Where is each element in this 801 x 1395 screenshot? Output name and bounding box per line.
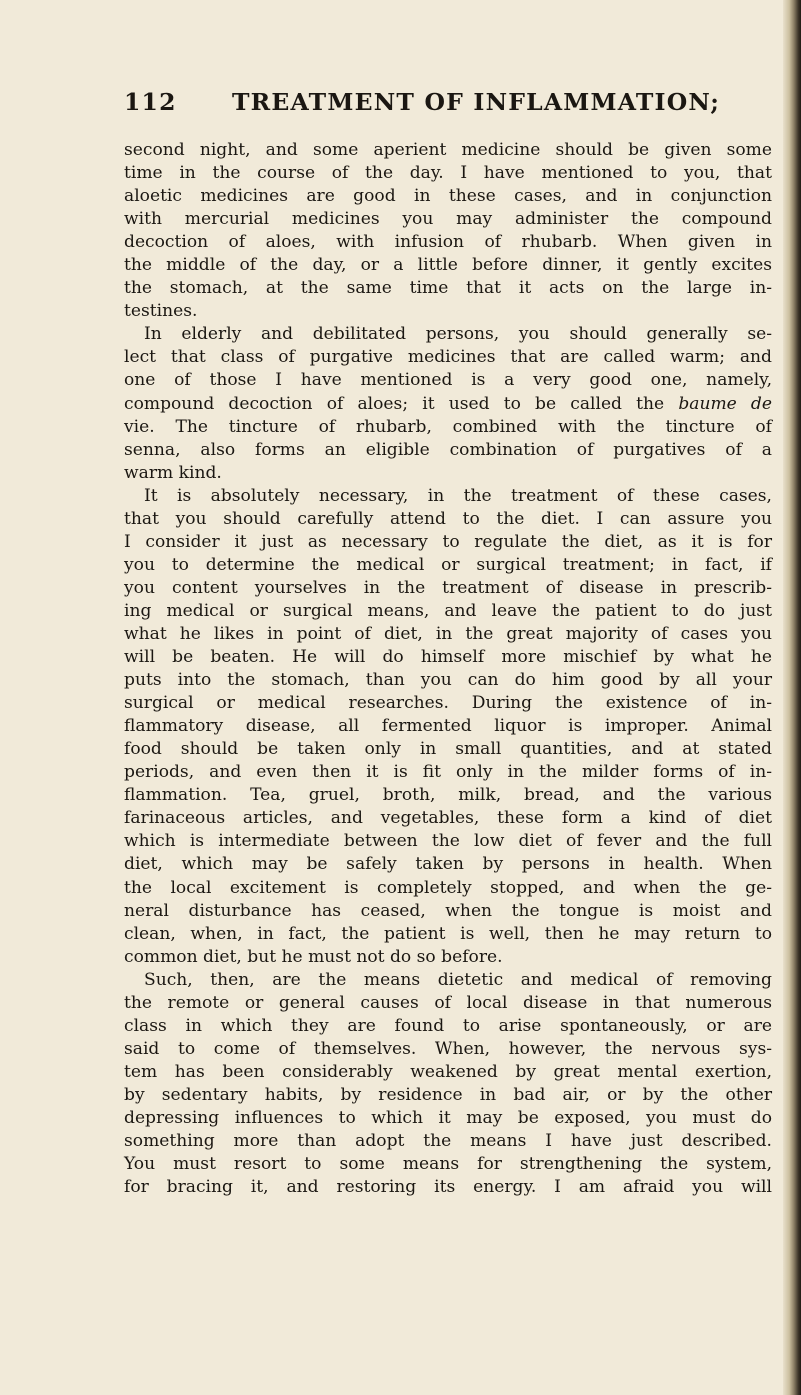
text-line: lect that class of purgative medicines that are called warm; and — [124, 347, 772, 368]
text-line-with-italic — [124, 393, 772, 416]
running-header — [124, 88, 764, 124]
text-line: ing medical or surgical means, and leave the patient to do just — [124, 600, 772, 621]
text-line: senna, also forms an eligible combination of purgatives of a — [124, 439, 772, 460]
text-line-start: compound decoction of aloes; it used to be called the — [124, 393, 665, 414]
text-line: Such, then, are the means dietetic and medical of removing — [144, 969, 772, 990]
text-line: flammatory disease, all fermented liquor is improper. Animal — [124, 716, 772, 737]
text-line: the local excitement is completely stopped, and when the ge- — [124, 877, 772, 898]
italic-term: baume de — [678, 393, 772, 414]
text-line: depressing influences to which it may be exposed, you must do — [124, 1107, 772, 1128]
text-line: something more than adopt the means I have just described. — [124, 1131, 772, 1152]
text-line: one of those I have mentioned is a very good one, namely, — [124, 370, 772, 391]
text-line: you content yourselves in the treatment of disease in prescrib- — [124, 577, 772, 598]
text-line: by sedentary habits, by residence in bad air, or by the other — [124, 1084, 772, 1105]
text-line: said to come of themselves. When, however, the nervous sys- — [124, 1038, 772, 1059]
text-line: I consider it just as necessary to regulate the diet, as it is for — [124, 531, 772, 552]
text-line: which is intermediate between the low diet of fever and the full — [124, 831, 772, 852]
text-line: testines. — [124, 301, 198, 322]
text-line: with mercurial medicines you may administer the compound — [124, 209, 772, 230]
text-line: In elderly and debilitated persons, you should generally se- — [144, 324, 772, 345]
text-line: second night, and some aperient medicine should be given some — [124, 140, 772, 160]
text-line: will be beaten. He will do himself more mischief by what he — [124, 647, 772, 668]
text-line: warm kind. — [124, 462, 222, 483]
text-line: tem has been considerably weakened by great mental exertion, — [124, 1061, 772, 1082]
text-line: aloetic medicines are good in these cases, and in conjunction — [124, 186, 772, 207]
text-line: puts into the stomach, than you can do him good by all your — [124, 670, 772, 691]
running-head-title: TREATMENT OF INFLAMMATION; — [232, 88, 721, 116]
text-line: It is absolutely necessary, in the treatment of these cases, — [144, 485, 772, 506]
body-text — [124, 139, 772, 1199]
text-line: diet, which may be safely taken by persons in health. When — [124, 854, 772, 875]
text-line: the remote or general causes of local disease in that numerous — [124, 992, 772, 1013]
text-line: neral disturbance has ceased, when the tongue is moist and — [124, 900, 772, 921]
page-number: 112 — [124, 88, 177, 116]
text-line: farinaceous articles, and vegetables, these form a kind of diet — [124, 808, 772, 829]
text-line: You must resort to some means for strengthening the system, — [124, 1154, 772, 1175]
text-line: surgical or medical researches. During the existence of in- — [124, 693, 772, 714]
text-line: clean, when, in fact, the patient is well, then he may return to — [124, 923, 772, 944]
text-line: the stomach, at the same time that it acts on the large in- — [124, 278, 772, 299]
text-line: periods, and even then it is fit only in the milder forms of in- — [124, 762, 772, 783]
text-line: what he likes in point of diet, in the great majority of cases you — [124, 623, 772, 644]
text-line: the middle of the day, or a little before dinner, it gently excites — [124, 255, 772, 276]
text-line: you to determine the medical or surgical treatment; in fact, if — [124, 554, 772, 575]
text-line: vie. The tincture of rhubarb, combined with the tincture of — [124, 416, 772, 437]
text-line: decoction of aloes, with infusion of rhubarb. When given in — [124, 232, 772, 253]
page-edge-shadow — [783, 0, 801, 1395]
text-line: time in the course of the day. I have mentioned to you, that — [124, 163, 772, 184]
text-line: common diet, but he must not do so before. — [124, 946, 503, 967]
text-line: for bracing it, and restoring its energy. I am afraid you will — [124, 1177, 772, 1198]
text-line: that you should carefully attend to the diet. I can assure you — [124, 508, 772, 529]
text-line: class in which they are found to arise spontaneously, or are — [124, 1015, 772, 1036]
text-line: food should be taken only in small quantities, and at stated — [124, 739, 772, 760]
text-line: flammation. Tea, gruel, broth, milk, bread, and the various — [124, 785, 772, 806]
